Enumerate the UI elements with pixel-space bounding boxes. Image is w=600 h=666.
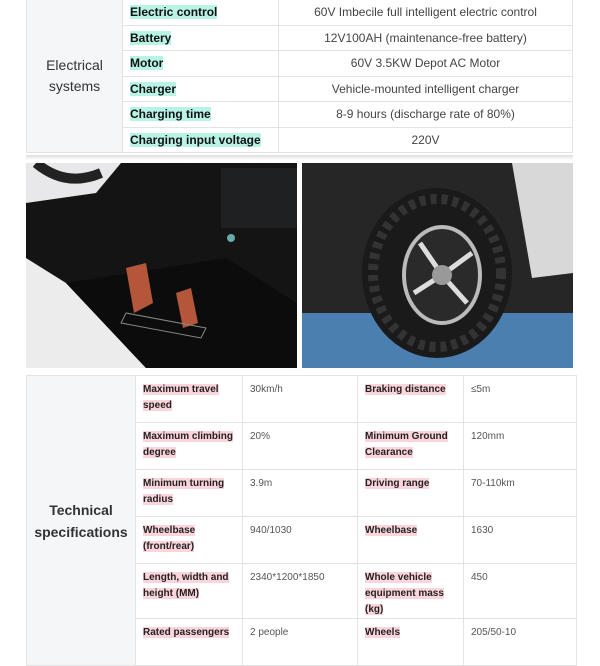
spec-key: Wheels — [358, 619, 464, 666]
spec-key: Minimum Ground Clearance — [358, 423, 464, 470]
spec-value: 70-110km — [464, 470, 577, 517]
spec-key: Electric control — [123, 0, 279, 25]
spec-value: 12V100AH (maintenance-free battery) — [279, 25, 573, 51]
spec-value: 60V Imbecile full intelligent electric control — [279, 0, 573, 25]
photo-strip — [26, 163, 573, 368]
spec-value: 8-9 hours (discharge rate of 80%) — [279, 102, 573, 128]
wheel-photo — [302, 163, 573, 368]
spec-value: 1630 — [464, 517, 577, 564]
spec-value: 120mm — [464, 423, 577, 470]
spec-value: ≤5m — [464, 376, 577, 423]
spec-key: Wheelbase (front/rear) — [136, 517, 243, 564]
spec-value: 205/50-10 — [464, 619, 577, 666]
spec-key: Maximum travel speed — [136, 376, 243, 423]
pedals-photo — [26, 163, 297, 368]
spec-value: 3.9m — [243, 470, 358, 517]
spec-key: Charging input voltage — [123, 127, 279, 153]
spec-key: Charger — [123, 76, 279, 102]
spec-key: Battery — [123, 25, 279, 51]
spec-key: Wheelbase — [358, 517, 464, 564]
spec-key: Rated passengers — [136, 619, 243, 666]
technical-group-label: Technical specifications — [27, 376, 136, 666]
spec-value: 220V — [279, 127, 573, 153]
spec-value: 2 people — [243, 619, 358, 666]
electrical-systems-table — [26, 0, 573, 153]
spec-key: Whole vehicle equipment mass (kg) — [358, 564, 464, 619]
technical-specifications-table — [26, 375, 573, 666]
spec-value: Vehicle-mounted intelligent charger — [279, 76, 573, 102]
spec-value: 940/1030 — [243, 517, 358, 564]
spec-value: 450 — [464, 564, 577, 619]
spec-key: Motor — [123, 51, 279, 77]
divider-shadow — [26, 155, 573, 160]
spec-key: Minimum turning radius — [136, 470, 243, 517]
spec-key: Braking distance — [358, 376, 464, 423]
spec-key: Length, width and height (MM) — [136, 564, 243, 619]
spec-value: 20% — [243, 423, 358, 470]
spec-key: Maximum climbing degree — [136, 423, 243, 470]
spec-value: 60V 3.5KW Depot AC Motor — [279, 51, 573, 77]
spec-value: 30km/h — [243, 376, 358, 423]
spec-key: Driving range — [358, 470, 464, 517]
spec-key: Charging time — [123, 102, 279, 128]
electrical-group-label: Electrical systems — [27, 0, 123, 153]
spec-value: 2340*1200*1850 — [243, 564, 358, 619]
